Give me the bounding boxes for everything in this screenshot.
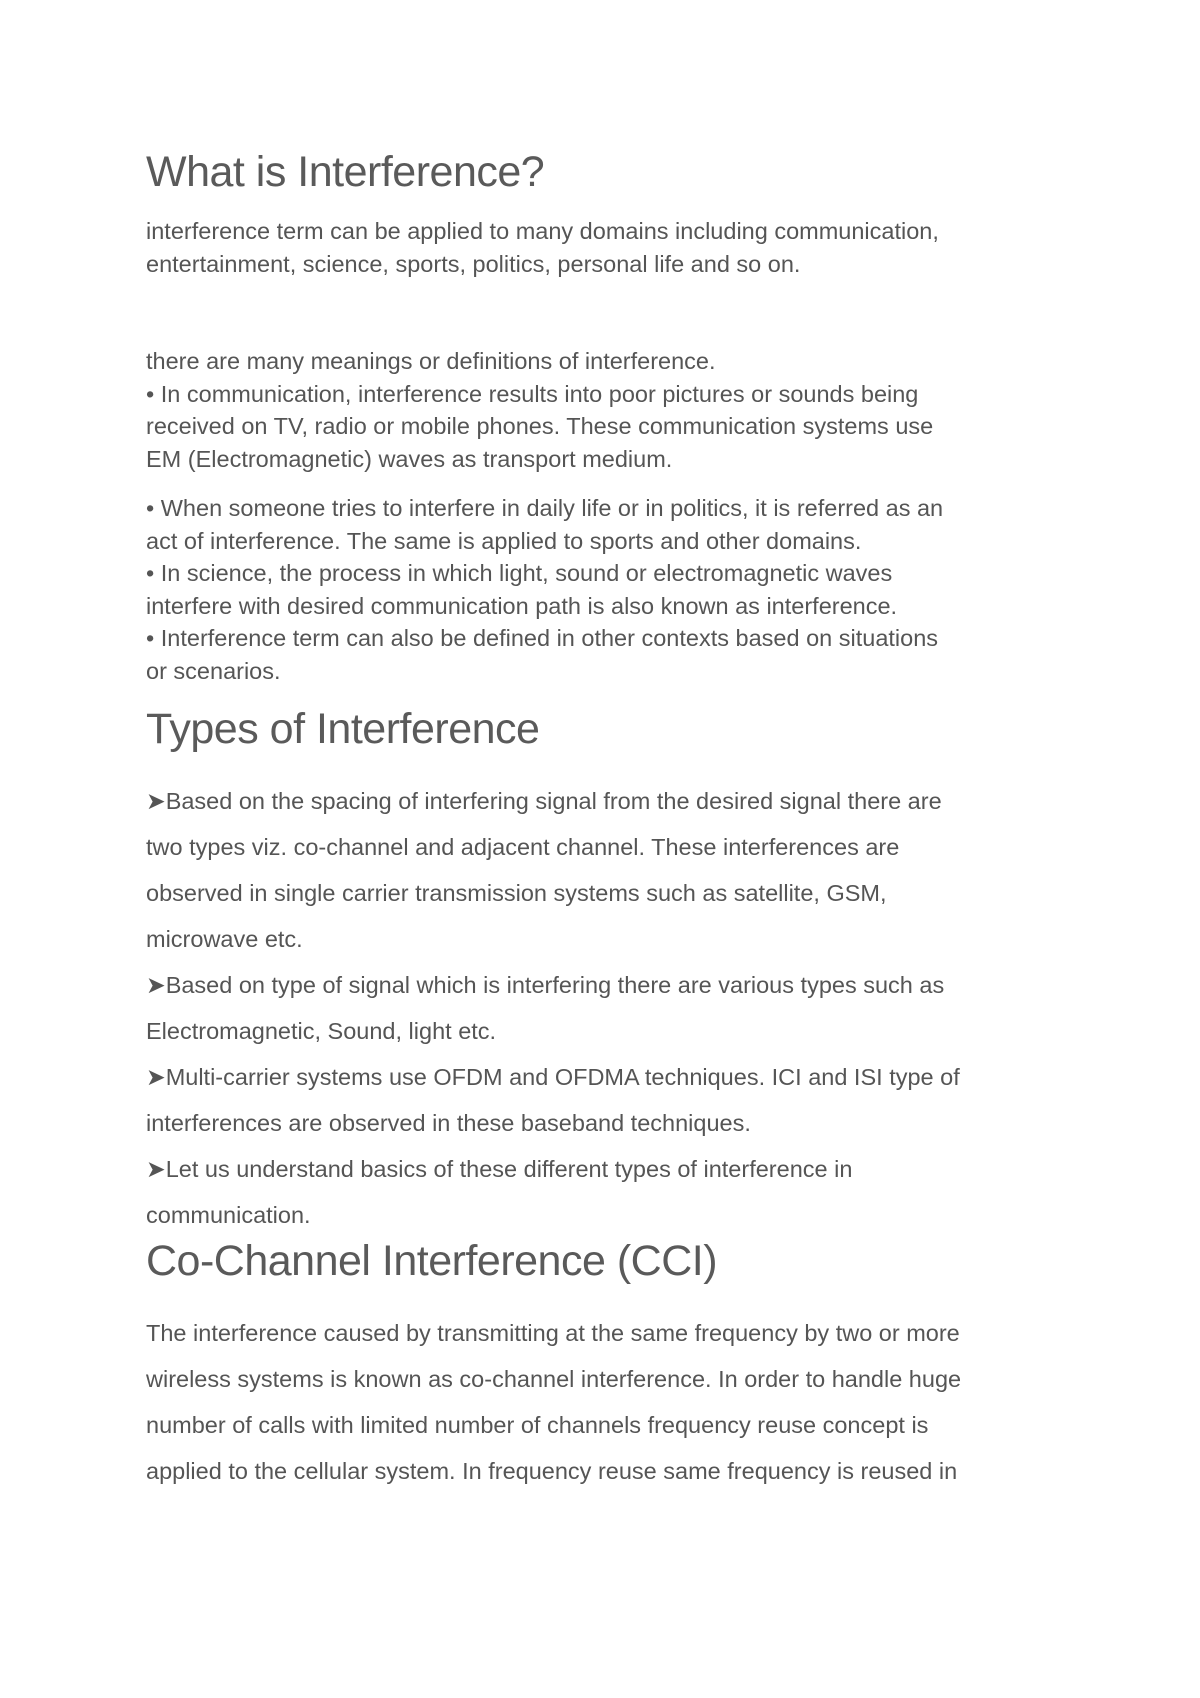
- text-line: or scenarios.: [146, 657, 281, 684]
- text-line: received on TV, radio or mobile phones. These communication systems use: [146, 413, 934, 439]
- text-line: EM (Electromagnetic) waves as transport medium.: [146, 445, 673, 472]
- text-line: Electromagnetic, Sound, light etc.: [146, 1018, 497, 1044]
- text-line: microwave etc.: [146, 926, 303, 952]
- text-line: wireless systems is known as co-channel interference. In order to handle huge: [146, 1366, 962, 1392]
- text-line: there are many meanings or definitions of interference.: [146, 348, 716, 374]
- document-page: [146, 0, 1076, 1698]
- text-line: • In communication, interference results into poor pictures or sounds being: [146, 380, 919, 407]
- text-line: interference term can be applied to many domains including communication,: [146, 218, 939, 244]
- text-line: number of calls with limited number of channels frequency reuse concept is: [146, 1412, 929, 1438]
- intro-paragraph: [146, 215, 1076, 280]
- text-line: ➤Based on the spacing of interfering signal from the desired signal there are: [146, 788, 942, 814]
- text-line: • When someone tries to interfere in daily life or in politics, it is referred as an: [146, 495, 944, 521]
- text-line: observed in single carrier transmission systems such as satellite, GSM,: [146, 880, 887, 906]
- contexts-paragraph: [146, 492, 1076, 687]
- heading-co-channel-interference: Co-Channel Interference (CCI): [146, 1237, 718, 1285]
- text-line: • Interference term can also be defined in other contexts based on situations: [146, 625, 939, 651]
- text-line: applied to the cellular system. In frequency reuse same frequency is reused in: [146, 1458, 958, 1484]
- text-line: ➤Let us understand basics of these different types of interference in: [146, 1156, 853, 1182]
- text-line: • In science, the process in which light, sound or electromagnetic waves: [146, 560, 893, 586]
- text-line: entertainment, science, sports, politics, personal life and so on.: [146, 250, 801, 277]
- text-line: The interference caused by transmitting at the same frequency by two or more: [146, 1320, 960, 1346]
- text-line: interfere with desired communication path is also known as interference.: [146, 592, 898, 619]
- definitions-paragraph: [146, 345, 1076, 475]
- text-line: communication.: [146, 1202, 311, 1228]
- cci-paragraph: [146, 1310, 1076, 1494]
- text-line: act of interference. The same is applied to sports and other domains.: [146, 527, 862, 554]
- text-line: ➤Based on type of signal which is interfering there are various types such as: [146, 972, 945, 998]
- heading-types-of-interference: Types of Interference: [146, 705, 540, 753]
- heading-what-is-interference: What is Interference?: [146, 148, 545, 196]
- types-paragraph: [146, 778, 1076, 1238]
- text-line: ➤Multi-carrier systems use OFDM and OFDMA techniques. ICI and ISI type of: [146, 1064, 960, 1090]
- text-line: interferences are observed in these baseband techniques.: [146, 1110, 751, 1136]
- text-line: two types viz. co-channel and adjacent channel. These interferences are: [146, 834, 900, 860]
